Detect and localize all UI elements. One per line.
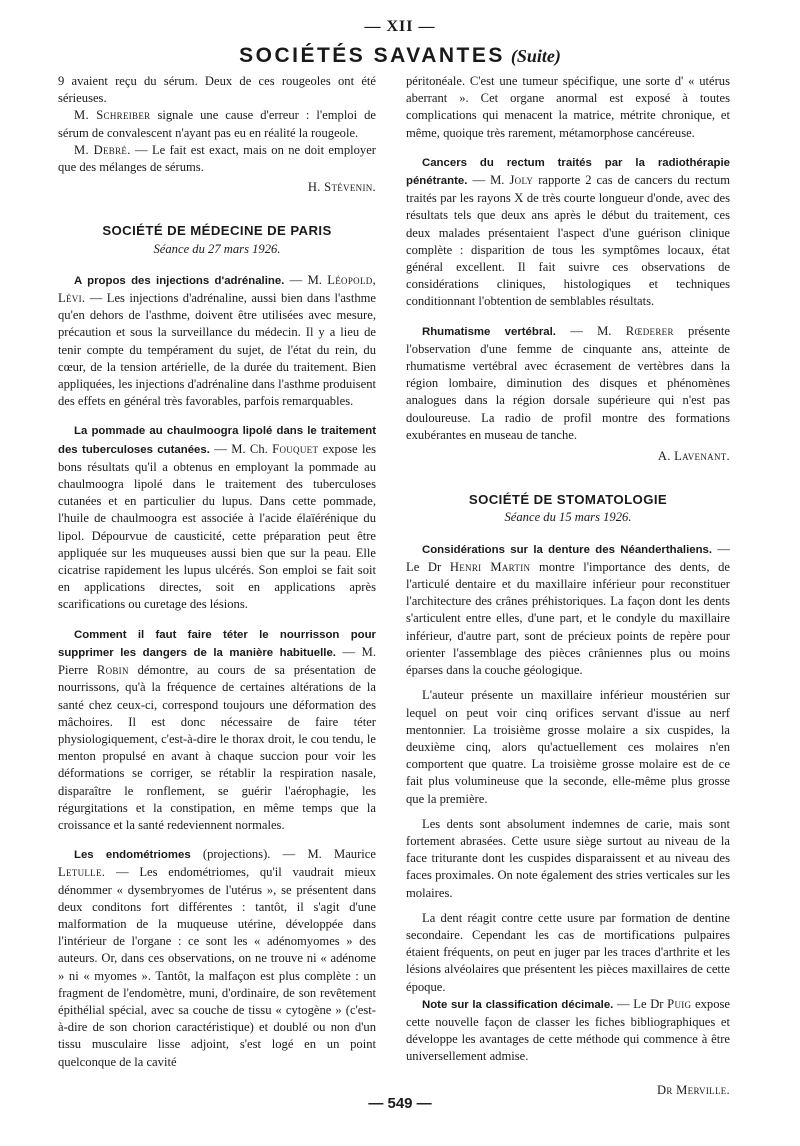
- article-paragraph: [58, 272, 376, 411]
- continued-paragraph: péritonéale. C'est une tumeur spécifique, une sorte d' « utérus aberrant ». Cet organe anormal est exposé à toutes complications qui menacent la matrice, métrite chronique, et même, quoique très rarement, métamorphose cancéreuse.: [406, 74, 730, 140]
- page-number: — 549 —: [368, 1095, 432, 1112]
- paragraph-text: — Le Dr: [613, 996, 668, 1011]
- roman-page-number: — XII —: [364, 18, 436, 35]
- society-heading: SOCIÉTÉ DE MÉDECINE DE PARIS: [102, 223, 332, 239]
- right-column: [406, 73, 730, 1099]
- article-paragraph: [406, 541, 730, 680]
- author-name: Puig: [667, 996, 692, 1011]
- signature: [58, 179, 376, 196]
- article-paragraph: [58, 626, 376, 834]
- author-name: Letulle.: [58, 865, 106, 880]
- paragraph-text: — M.: [555, 323, 626, 338]
- article-paragraph: [406, 323, 730, 444]
- article-paragraph: [406, 154, 730, 311]
- intro-paragraph: [58, 107, 376, 141]
- session-date: Séance du 15 mars 1926.: [504, 510, 632, 525]
- header-suite: (Suite): [510, 46, 561, 66]
- page-header: [0, 44, 800, 68]
- signature: [406, 448, 730, 465]
- article-paragraph: [406, 996, 730, 1066]
- society-heading: SOCIÉTÉ DE STOMATOLOGIE: [468, 492, 668, 508]
- paragraph-text: — M. Pierre: [58, 644, 376, 678]
- intro-paragraph: [58, 142, 376, 176]
- author-name: M. Debré.: [74, 142, 131, 157]
- article-title: Note sur la classification décimale.: [422, 998, 614, 1011]
- left-column: [58, 73, 376, 1071]
- signature-text: A. Lavenant.: [657, 449, 730, 464]
- author-name: Léopold, Lévi.: [58, 272, 376, 306]
- paragraph-text: expose les bons résultats qu'il a obtenus en employant la pommade au chaulmoogra lipolé dans le traitement des tuberculoses cutanées et en particulier du lupus. Dans cette pommade, l'huile de chaulmoogra est associée à l'acide élaïérénique du lipol. Dépourvue de causticité, cette préparation peut être appliquée sur les muqueuses aussi bien que sur la peau. Elle cicatrise rapidement les lupus ulcérés. Son emploi se fait soit en applications directes, soit en applications après scarifications ou curetage des lésions.: [58, 441, 376, 612]
- intro-paragraph: 9 avaient reçu du sérum. Deux de ces rougeoles ont été sérieuses.: [58, 74, 376, 106]
- author-name: Robin: [96, 663, 129, 678]
- author-name: Fouquet: [272, 441, 319, 456]
- signature-text: H. Stévenin.: [307, 180, 376, 195]
- article-title: Les endométriomes: [74, 849, 191, 862]
- article-title: A propos des injections d'adrénaline.: [74, 274, 285, 287]
- signature-text: Dr Merville.: [657, 1082, 730, 1097]
- article-paragraph: Les dents sont absolument indemnes de carie, mais sont fortement abrasées. Cette usure siège surtout au niveau de la face triturante dont les cuspides disparaissent et au niveau des faces proximales. On note également des stries verticales sur les molaires.: [406, 816, 730, 900]
- article-paragraph: [58, 846, 376, 1071]
- paragraph-text: — Les endométriomes, qu'il vaudrait mieux dénommer « dysembryomes de l'utérus », se présentent dans deux conditons fort différentes : tantôt, il s'agit d'une malformation de la muqueuse utérine, développée dans l'intérieur de l'organe : ce sont les « adénomyomes » des auteurs. Or, dans ces observations, on ne trouve ni « adénome » ni « myomes ». Tantôt, la malfaçon est plus complète : un fragment de l'endomètre, muni, d'ordinaire, de son revêtement épithélial spécial, avec sa couche de tissu « cytogène » (c'est-à-dire de son chorion caractéristique) et doublé ou non d'un tissu musculaire lisse adjoint, s'est logé en un point quelconque de la cavité: [58, 865, 376, 1069]
- author-name: M. Schreiber: [74, 108, 151, 123]
- article-paragraph: [58, 422, 376, 613]
- paragraph-text: — M.: [467, 173, 510, 188]
- author-name: Joly: [509, 173, 534, 188]
- article-title: Cancers du rectum traités par la radiothérapie pénétrante.: [406, 156, 730, 188]
- article-paragraph: La dent réagit contre cette usure par formation de dentine secondaire. Cependant les cas de mortifications pulpaires étaient fréquents, on peut en juger par les traces d'arthrite et les lésions alvéolaires que présentent les pièces maxillaires de cette époque.: [406, 910, 730, 994]
- article-title: Rhumatisme vertébral.: [422, 325, 556, 338]
- session-date: Séance du 27 mars 1926.: [153, 241, 281, 256]
- paragraph-text: — Le Dr: [406, 541, 730, 574]
- paragraph-text: rapporte 2 cas de cancers du rectum traités par les rayons X de très courte longueur d'onde, avec des résultats tels que deux ans après le début du traitement, ces deux malades présentaient l'aspect d'une guérison clinique complète : disparition de tous les symptômes locaux, état général excellent. Il fait suivre ces observations de considérations cliniques, histologiques et techniques conditionnant l'obtention de semblables résultats.: [406, 173, 730, 309]
- paragraph-text: signale une cause d'erreur : l'emploi de sérum de convalescent n'ayant pas eu en réalité la rougeole.: [58, 108, 376, 140]
- paragraph-text: montre l'importance des dents, de l'articulé dentaire et du maxillaire inférieur pour reconstituer l'architecture des crânes préhistoriques. La façon dont les dents s'articulent entre elles, d'une part, et le condyle du maxillaire inférieur, d'autre part, sont de précieux points de repère pour orienter l'assemblage des pièces crâniennes plus ou moins éparses dans la couche géologique.: [406, 559, 730, 678]
- paragraph-text: — Le fait est exact, mais on ne doit employer que des mélanges de sérums.: [58, 142, 376, 175]
- paragraph-text: — Les injections d'adrénaline, aussi bien dans l'asthme qu'en dehors de l'asthme, doivent être utilisées avec mesure, précaution et sous la surveillance du médecin. Il y a lieu de tenir compte du tempérament du sujet, de l'état du rein, du cœur, de la tension artérielle, de la durée du traitement. Bien appliquées, les injections d'adrénaline dans l'asthme produisent des effets en général très favorables, parfois remarquables.: [58, 291, 376, 409]
- paragraph-text: démontre, au cours de sa présentation de nourrissons, qu'à la fréquence de certaines altérations de la santé chez ceux-ci, correspond toujours une déformation des mâchoires. Il est donc nécessaire de faire téter physiologiquement, c'est-à-dire le thorax droit, le cou tendu, le menton propulsé en avant à chaque succion pour voir les déformations se corriger, se rétablir la respiration nasale, disparaître le ronflement, se guérir l'aérophagie, les régurgitations et la constipation, en même temps que la croissance et la santé redeviennent normales.: [58, 663, 377, 832]
- author-name: Rœderer: [625, 323, 674, 338]
- paragraph-text: — M. Ch.: [209, 441, 273, 456]
- article-title: Comment il faut faire téter le nourrisson pour supprimer les dangers de la manière habituelle.: [58, 628, 376, 659]
- paragraph-text: présente l'observation d'une femme de cinquante ans, atteinte de rhumatisme vertébral avec écrasement de vertèbres dans la région lombaire, diminution des disques et phénomènes analogues dans la région dorsale supérieure qui n'est pas douloureuse. La radio de profil montre des formations exubérantes en museau de tanche.: [406, 323, 731, 442]
- article-title: La pommade au chaulmoogra lipolé dans le traitement des tuberculoses cutanées.: [58, 425, 376, 456]
- paragraph-text: (projections). — M. Maurice: [190, 847, 376, 862]
- paragraph-text: expose cette nouvelle façon de classer les fiches bibliographiques et développe les avantages de cette méthode qui commence à être universellement admise.: [406, 996, 730, 1064]
- paragraph-text: — M.: [284, 272, 328, 287]
- article-paragraph: L'auteur présente un maxillaire inférieur moustérien sur lequel on peut voir cinq orifices servant d'issue au nerf mentonnier. La troisième grosse molaire a six cuspides, la deuxième cinq, alors qu'actuellement ces molaires n'en comportent que quatre. La troisième grosse molaire est de ce fait plus volumineuse que la seconde, elle-même plus grosse que la première.: [406, 688, 730, 806]
- header-title: SOCIÉTÉS SAVANTES: [239, 44, 505, 67]
- article-title: Considérations sur la denture des Néanderthaliens.: [422, 543, 713, 556]
- author-name: Henri Martin: [449, 559, 531, 574]
